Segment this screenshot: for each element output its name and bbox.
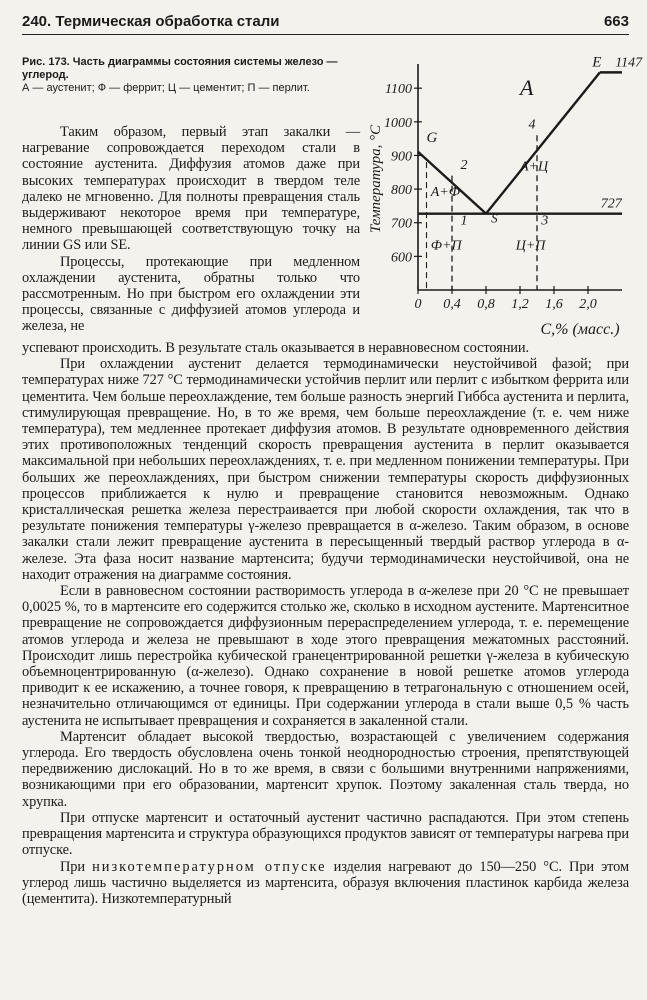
y-tick-label: 1000 (384, 115, 412, 131)
paragraph-1: Таким образом, первый этап закалки — нагревание сопровождается переходом стали в состояние аустенита. Диффузия атомов даже при высоких температурах происходит в твердом теле далеко не мгновенно. Для полноты превращения сталь выдерживают некоторое время при температуре, немного превышающей соответствующую точку на линии GS или SE. (22, 124, 360, 254)
phase-line-gs (418, 152, 486, 214)
x-axis-label: С,% (масс.) (540, 321, 620, 338)
paragraph-7 (22, 859, 629, 908)
paragraph-6: При отпуске мартенсит и остаточный аустенит частично распадаются. При этом степень превращения мартенсита и структура образующихся продуктов зависят от температуры нагрева при отпуске. (22, 809, 629, 859)
paragraph-3: При охлаждении аустенит делается термодинамически неустойчивой фазой; при температурах ниже 727 °С термодинамически устойчив перлит или перлит с избытком феррита или цементита. Чем больше переохлаждение, тем больше разность энергий Гиббса аустенита и перлита, стимулирующая превращение. Но, в то же время, чем больше переохлаждение (т. е. чем ниже температура), тем медленнее протекает диффузия атомов. В результате одновременного действия этих противоположных тенденций скорость превращения аустенита в перлит оказывается максимальной при небольших переохлаждениях, т. е. при медленном понижении температуры. При больших же переохлаждениях, при быстром снижении температуры скорость диффузионных процессов приближается к нулю и превращение становится невозможным. Однако кристаллическая решетка железа перестраивается при любой скорости охлаждения, так что в результате понижения температуры γ-железо превращается в α-железо. Таким образом, в основе закалки стали лежит превращение аустенита в пересыщенный твердый раствор углерода в α-железе. Эта фаза носит название мартенсита; будучи термодинамически неустойчивой, она не находит отражения на диаграмме состояния. (22, 356, 629, 583)
full-width-text (22, 340, 629, 907)
region-af-label: A+Ф (430, 184, 461, 200)
paragraph-5: Мартенсит обладает высокой твердостью, возрастающей с увеличением содержания углерода. Его твердость обусловлена очень тонкой неоднородностью строения, препятствующей передвижению дислокаций. Но в то же время, в связи с большими внутренними напряжениями, возникающими при его образовании, мартенсит хрупок. Поэтому закаленная сталь тверда, но хрупка. (22, 728, 629, 810)
temp-1147-label: 1147 (615, 55, 643, 71)
temp-727-label: 727 (600, 196, 622, 212)
p7-rest: изделия нагревают до 150—250 °С. При этом углерод лишь частично выделяется из мартенсита, образуя включения пластинок карбида железа (цементита). Низкотемпературный (22, 858, 629, 907)
phase-diagram-svg (360, 54, 643, 338)
section-title: 240. Термическая обработка стали (22, 13, 280, 30)
running-header (22, 10, 629, 35)
point-e-label: E (592, 54, 602, 71)
y-tick-label: 900 (391, 149, 412, 165)
line-4-label: 4 (528, 117, 536, 133)
phase-line-se (486, 72, 600, 213)
y-tick-label: 800 (391, 183, 412, 199)
line-3-label: 3 (541, 213, 549, 229)
x-tick-label: 0,8 (477, 297, 495, 312)
line-1-label: 1 (460, 213, 468, 229)
x-tick-label: 1,6 (545, 297, 563, 312)
page-number: 663 (603, 13, 629, 30)
y-axis-label: Температура, °С (368, 124, 384, 234)
region-a-label: A (520, 74, 534, 100)
p7-start: При (60, 858, 85, 875)
p7-term: низкотемпературном отпуске (92, 858, 327, 875)
point-s-label: S (491, 210, 498, 226)
left-column (22, 124, 360, 335)
point-g-label: G (426, 130, 438, 146)
caption-title: Рис. 173. Часть диаграммы состояния системы железо — углерод. (22, 56, 338, 81)
paragraph-2b: успевают происходить. В результате сталь оказывается в неравновесном состоянии. (22, 340, 530, 356)
phase-diagram (360, 54, 643, 338)
x-tick-label: 0,4 (443, 297, 461, 312)
y-tick-label: 700 (391, 216, 412, 232)
x-tick-label: 2,0 (579, 297, 597, 312)
x-tick-label: 1,2 (511, 297, 529, 312)
figure-caption (22, 56, 352, 95)
line-2-label: 2 (460, 157, 468, 173)
caption-legend: А — аустенит; Ф — феррит; Ц — цементит; П — перлит. (22, 82, 310, 94)
paragraph-2a: Процессы, протекающие при медленном охлаждении аустенита, обратны только что рассмотренным. Но при быстром его охлаждении эти процессы, связанные с диффузией атомов углерода и железа, не (22, 253, 360, 335)
x-tick-label: 0 (414, 297, 422, 312)
y-tick-label: 600 (391, 250, 412, 266)
region-cp-label: Ц+П (515, 238, 546, 254)
region-fp-label: Ф+П (430, 238, 462, 254)
y-tick-label: 1100 (385, 82, 412, 98)
region-ac-label: А+Ц (520, 159, 549, 175)
paragraph-4: Если в равновесном состоянии растворимость углерода в α-железе при 20 °С не превышает 0,0025 %, то в мартенсите его содержится столько же, сколько в исходном аустените. Мартенситное превращение не сопровождается диффузионным перераспределением углерода, т. е. перемещение атомов углерода и железа не превышают в ходе этого превращения межатомных расстояний. Происходит лишь перестройка кубической гранецентрированной решетки γ-железа в кубическую объемноцентрированную (α-железо). Однако сохранение в новой решетке атомов углерода приводит к ее искажению, а точнее говоря, к превращению в тетрагональную с отношением осей, незначительно отличающимся от единицы. При содержании углерода в стали выше 0,5 % часть аустенита не испытывает превращения и сохраняется в закаленной стали. (22, 583, 629, 729)
